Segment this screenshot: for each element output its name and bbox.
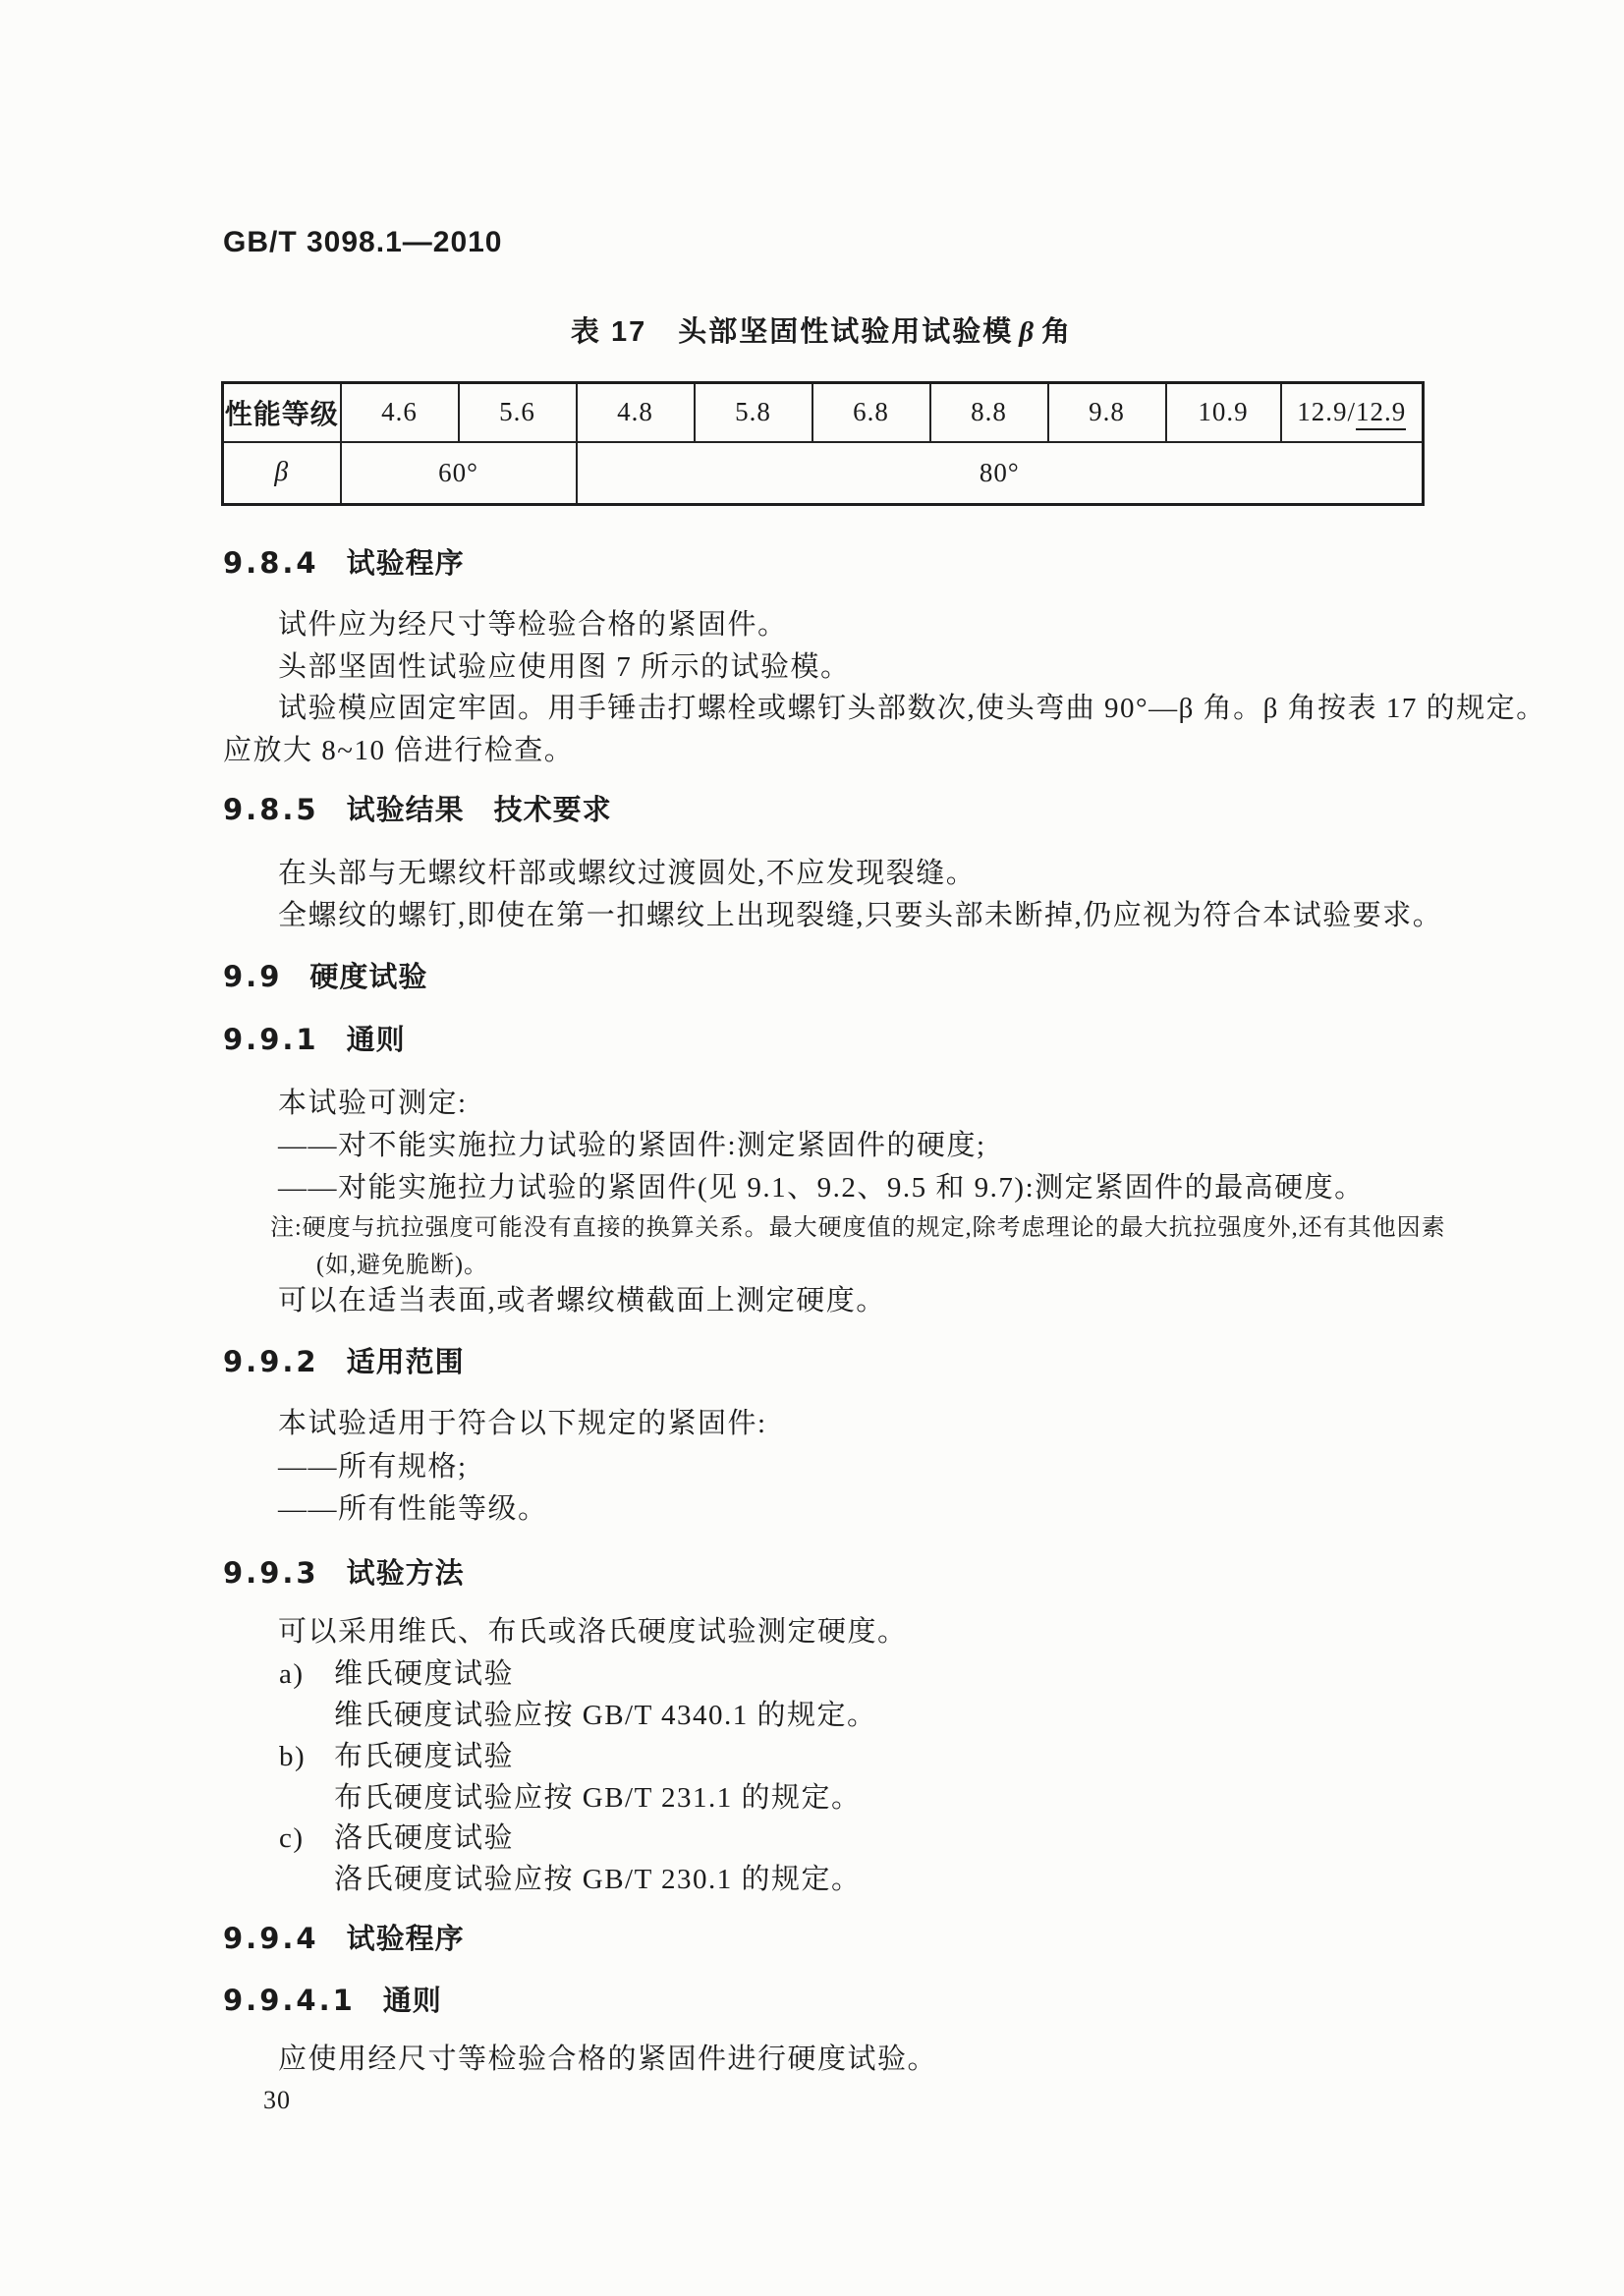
- section-heading-9-8-4: [223, 547, 465, 581]
- note-continuation: (如,避免脆断)。: [316, 1253, 488, 1278]
- cell-class: 5.8: [695, 383, 812, 442]
- cell-class: 4.8: [577, 383, 695, 442]
- dash-list-item: ——对不能实施拉力试验的紧固件:测定紧固件的硬度;: [278, 1130, 986, 1161]
- item-title: 布氏硬度试验: [334, 1741, 515, 1772]
- section-heading-9-9-4: [223, 1923, 465, 1956]
- section-number: 9.8.4: [223, 546, 319, 580]
- paragraph: 试件应为经尺寸等检验合格的紧固件。: [278, 609, 788, 641]
- paragraph: 在头部与无螺纹杆部或螺纹过渡圆处,不应发现裂缝。: [278, 858, 977, 889]
- item-label: a): [279, 1658, 305, 1690]
- cell-class: 6.8: [812, 383, 930, 442]
- cell-class: 9.8: [1048, 383, 1166, 442]
- note-line: 注:硬度与抗拉强度可能没有直接的换算关系。最大硬度值的规定,除考虑理论的最大抗拉强度外,还有其他因素: [270, 1215, 1446, 1241]
- table-title-text: 头部坚固性试验用试验模: [678, 316, 1014, 348]
- page-number: 30: [263, 2086, 291, 2114]
- table-title-suffix: 角: [1041, 316, 1073, 348]
- cell-class: 8.8: [930, 383, 1048, 442]
- section-number: 9.9.3: [223, 1556, 319, 1590]
- cell-class: 4.6: [341, 383, 459, 442]
- paragraph: 试验模应固定牢固。用手锤击打螺栓或螺钉头部数次,使头弯曲 90°—β 角。β 角按表 17 的规定。: [278, 693, 1546, 724]
- paragraph: 全螺纹的螺钉,即使在第一扣螺纹上出现裂缝,只要头部未断掉,仍应视为符合本试验要求。: [278, 900, 1443, 931]
- section-number: 9.9.4: [223, 1922, 319, 1955]
- table-row-beta-angle: [223, 442, 1424, 505]
- table-label: 表 17: [570, 316, 647, 348]
- section-title: 试验程序: [346, 548, 465, 580]
- section-title: 试验程序: [346, 1924, 465, 1955]
- section-heading-9-9-1: [223, 1024, 406, 1057]
- section-number: 9.9: [223, 960, 283, 993]
- item-detail: 维氏硬度试验应按 GB/T 4340.1 的规定。: [334, 1700, 877, 1731]
- table-17-caption: [221, 316, 1422, 349]
- item-label: b): [279, 1741, 307, 1772]
- section-heading-9-8-5: [223, 794, 612, 827]
- doc-number-header: GB/T 3098.1—2010: [223, 226, 503, 258]
- section-number: 9.9.2: [223, 1345, 319, 1378]
- section-number: 9.8.5: [223, 793, 319, 826]
- cell-class-12-9: [1281, 383, 1424, 442]
- item-title: 洛氏硬度试验: [334, 1822, 515, 1854]
- beta-symbol: β: [1019, 316, 1036, 348]
- section-title: 通则: [382, 1986, 442, 2017]
- paragraph: 可以采用维氏、布氏或洛氏硬度试验测定硬度。: [278, 1616, 908, 1648]
- dash-list-item: ——对能实施拉力试验的紧固件(见 9.1、9.2、9.5 和 9.7):测定紧固件的最高硬度。: [278, 1172, 1365, 1204]
- section-heading-9-9-2: [223, 1346, 465, 1379]
- paragraph: 头部坚固性试验应使用图 7 所示的试验模。: [278, 651, 851, 683]
- cell-class: 5.6: [459, 383, 577, 442]
- section-heading-9-9-3: [223, 1557, 465, 1591]
- dash-list-item: ——所有性能等级。: [278, 1493, 548, 1525]
- paragraph: 本试验适用于符合以下规定的紧固件:: [278, 1408, 767, 1439]
- cell-beta-label: β: [223, 442, 341, 505]
- class-12-9-underlined: 12.9: [1356, 397, 1406, 430]
- section-title: 硬度试验: [309, 962, 428, 993]
- table-row-performance-classes: [223, 383, 1424, 442]
- table-17: [221, 381, 1425, 506]
- paragraph: 应使用经尺寸等检验合格的紧固件进行硬度试验。: [278, 2044, 938, 2075]
- lettered-item-c: [279, 1822, 514, 1855]
- paragraph: 可以在适当表面,或者螺纹横截面上测定硬度。: [278, 1285, 886, 1316]
- item-label: c): [279, 1822, 305, 1854]
- item-detail: 洛氏硬度试验应按 GB/T 230.1 的规定。: [334, 1864, 862, 1895]
- section-title: 适用范围: [346, 1347, 465, 1378]
- lettered-item-b: [279, 1741, 514, 1773]
- item-title: 维氏硬度试验: [334, 1658, 515, 1690]
- lettered-item-a: [279, 1658, 514, 1691]
- cell-performance-class-header: 性能等级: [223, 383, 341, 442]
- section-heading-9-9-4-1: [223, 1985, 442, 2018]
- dash-list-item: ——所有规格;: [278, 1451, 468, 1483]
- section-title: 试验结果 技术要求: [346, 795, 612, 826]
- class-12-9-plain: 12.9/: [1297, 397, 1356, 427]
- section-title: 试验方法: [346, 1558, 465, 1590]
- section-number: 9.9.1: [223, 1023, 319, 1056]
- paragraph: 本试验可测定:: [278, 1088, 468, 1119]
- cell-class: 10.9: [1166, 383, 1281, 442]
- cell-angle-60: 60°: [341, 442, 577, 505]
- section-heading-9-9: [223, 961, 427, 994]
- item-detail: 布氏硬度试验应按 GB/T 231.1 的规定。: [334, 1782, 862, 1814]
- paragraph-continuation: 应放大 8~10 倍进行检查。: [223, 735, 575, 766]
- section-number: 9.9.4.1: [223, 1984, 356, 2017]
- cell-angle-80: 80°: [577, 442, 1424, 505]
- section-title: 通则: [346, 1025, 406, 1056]
